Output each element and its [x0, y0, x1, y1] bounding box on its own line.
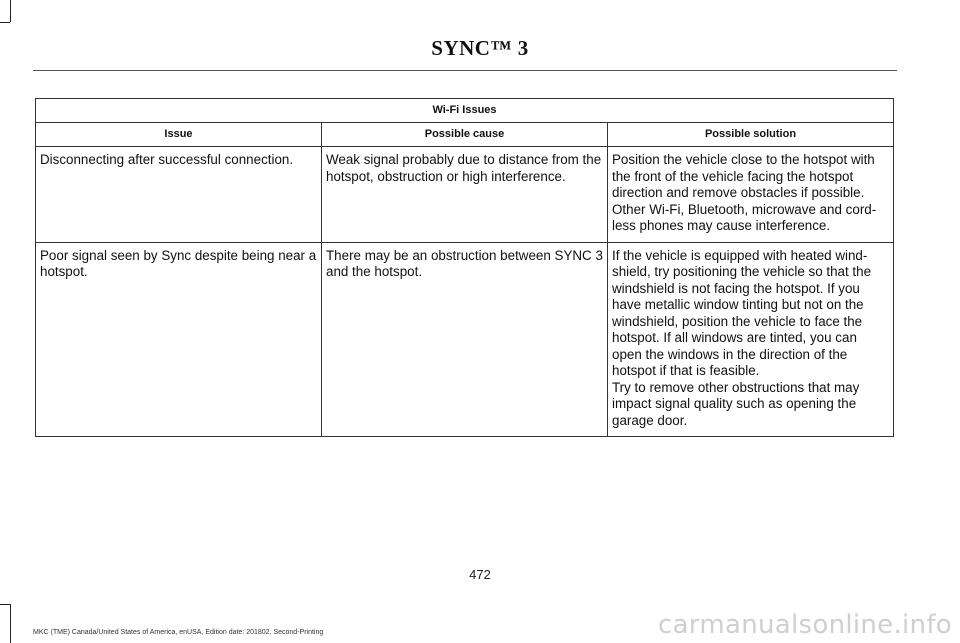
- crop-mark-bottom-left-vertical: [10, 604, 11, 643]
- solution-paragraph: Try to remove other obstructions that may impact signal quality such as opening the garage door.: [612, 379, 860, 428]
- crop-mark-top-left-vertical: [10, 0, 11, 22]
- table-row: [36, 242, 894, 437]
- page-header-title: SYNC™ 3: [431, 36, 529, 60]
- table-header-row: [36, 123, 894, 147]
- column-header-issue: Issue: [36, 123, 322, 147]
- page-number: 472: [469, 567, 491, 582]
- wifi-issues-table: [35, 98, 894, 437]
- solution-paragraph: If the vehicle is equipped with heated wind-shield, try positioning the vehicle so that the windshield is not facing the hotspot. If you have metallic window tinting but not on the windshield, position the vehicle to face the hotspot. If all windows are tinted, you can open the windows in the direction of the hotspot if that is feasible.: [612, 247, 872, 378]
- issue-cell: Poor signal seen by Sync despite being near a hotspot.: [36, 242, 322, 437]
- table-row: [36, 147, 894, 243]
- crop-mark-bottom-left-horizontal: [0, 604, 10, 605]
- solution-cell: [608, 242, 894, 437]
- table-title-row: [36, 99, 894, 123]
- watermark-logo: carmanualsonline.info: [657, 610, 952, 640]
- table-title: Wi-Fi Issues: [36, 99, 894, 123]
- cause-cell: Weak signal probably due to distance from the hotspot, obstruction or high interference.: [322, 147, 608, 243]
- column-header-possible-solution: Possible solution: [608, 123, 894, 147]
- crop-mark-top-left-horizontal: [0, 22, 10, 23]
- edition-footer: MKC (TME) Canada/United States of America, enUSA, Edition date: 201802, Second-Printing: [33, 629, 324, 636]
- solution-paragraph: Position the vehicle close to the hotspot with the front of the vehicle facing the hotspot direction and remove obstacles if possible.: [612, 152, 875, 200]
- solution-paragraph: Other Wi-Fi, Bluetooth, microwave and cord-less phones may cause interference.: [612, 201, 877, 233]
- solution-cell: [608, 147, 894, 243]
- column-header-possible-cause: Possible cause: [322, 123, 608, 147]
- header-divider: [33, 70, 897, 71]
- issue-cell: Disconnecting after successful connection.: [36, 147, 322, 243]
- cause-cell: There may be an obstruction between SYNC 3 and the hotspot.: [322, 242, 608, 437]
